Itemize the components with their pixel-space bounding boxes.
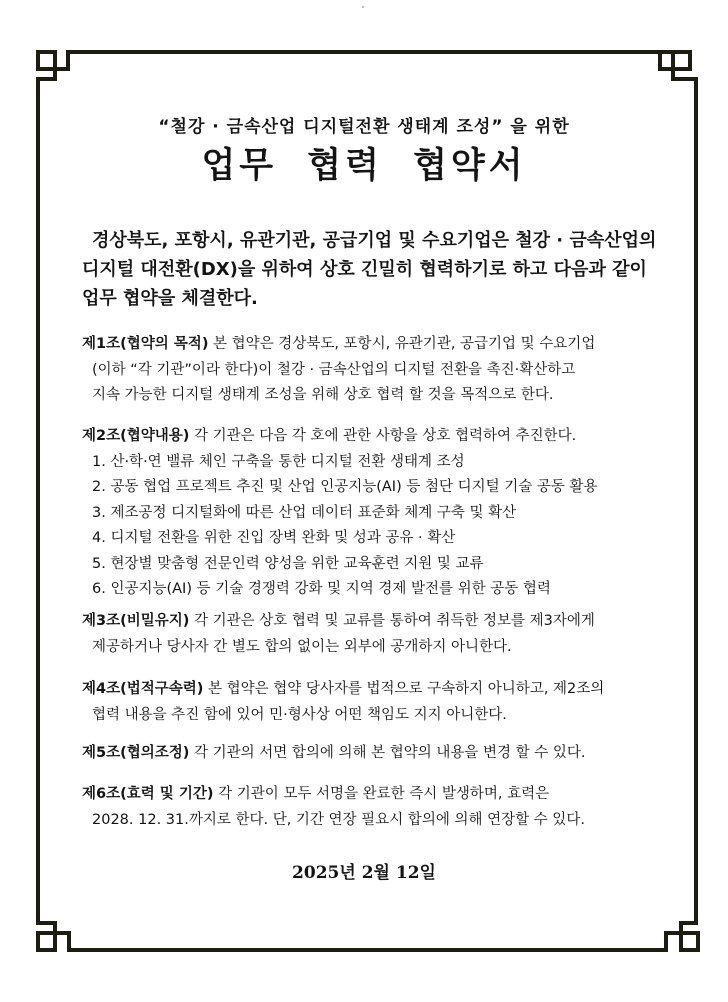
article-2 bbox=[82, 424, 652, 603]
list-item: 4. 디지털 전환을 위한 진입 장벽 완화 및 성과 공유 · 확산 bbox=[92, 530, 456, 546]
intro-line: 디지털 대전환(DX)을 위하여 상호 긴밀히 협력하기로 하고 다음과 같이 bbox=[82, 259, 647, 280]
intro-line: 경상북도, 포항시, 유관기관, 공급기업 및 수요기업은 철강 · 금속산업의 bbox=[92, 230, 657, 251]
article-5 bbox=[82, 741, 652, 767]
article-heading: 제4조(법적구속력) bbox=[82, 681, 204, 697]
list-item: 3. 제조공정 디지털화에 따른 산업 데이터 표준화 체계 구축 및 확산 bbox=[92, 504, 517, 521]
article-text: 본 협약은 경상북도, 포항시, 유관기관, 공급기업 및 수요기업 bbox=[208, 336, 596, 352]
intro-paragraph bbox=[82, 226, 657, 313]
article-heading: 제2조(협약내용) bbox=[82, 428, 190, 444]
list-item: 6. 인공지능(AI) 등 기술 경쟁력 강화 및 지역 경제 발전를 위한 공동 협력 bbox=[92, 581, 551, 597]
corner-ornament-bottom-left bbox=[38, 933, 55, 950]
agreement-date: 2025년 2월 12일 bbox=[292, 863, 436, 883]
corner-ornament-top-left bbox=[38, 52, 55, 69]
article-text: (이하 “각 기관”이라 한다)이 철강 · 금속산업의 디지털 전환을 촉진·확산하고 bbox=[92, 361, 576, 378]
article-text: 지속 가능한 디지털 생태계 조성을 위해 상호 협력 할 것을 목적으로 한다. bbox=[92, 387, 554, 403]
article-text: 각 기관이 모두 서명을 완료한 즉시 발생하며, 효력은 bbox=[213, 786, 550, 802]
document-subtitle: “철강 · 금속산업 디지털전환 생태계 조성” 을 위한 bbox=[158, 117, 570, 137]
intro-line: 업무 협약을 체결한다. bbox=[82, 288, 258, 309]
article-text: 각 기관은 상호 협력 및 교류를 통하여 취득한 정보를 제3자에게 bbox=[189, 613, 595, 629]
article-1 bbox=[82, 332, 652, 409]
article-text: 본 협약은 협약 당사자를 법적으로 구속하지 아니하고, 제2조의 bbox=[203, 681, 605, 697]
article-text: 2028. 12. 31.까지로 한다. 단, 기간 연장 필요시 합의에 의해 연장할 수 있다. bbox=[92, 811, 585, 828]
article-text: 각 기관의 서면 합의에 의해 본 협약의 내용을 변경 할 수 있다. bbox=[189, 745, 586, 761]
article-text: 각 기관은 다음 각 호에 관한 사항을 상호 협력하여 추진한다. bbox=[189, 428, 577, 444]
list-item: 5. 현장별 맞춤형 전문인력 양성을 위한 교육훈련 지원 및 교류 bbox=[92, 555, 484, 572]
list-item: 2. 공동 협업 프로젝트 추진 및 산업 인공지능(AI) 등 첨단 디지털 기술 공동 활용 bbox=[92, 479, 598, 495]
document-title: 업무 협력 협약서 bbox=[201, 146, 527, 186]
article-6 bbox=[82, 782, 652, 833]
article-text: 제공하거나 당사자 간 별도 합의 없이는 외부에 공개하지 아니한다. bbox=[92, 638, 512, 655]
corner-ornament-top-right bbox=[673, 52, 690, 69]
list-item: 1. 산·학·연 밸류 체인 구축을 통한 디지털 전환 생태계 조성 bbox=[92, 453, 465, 470]
article-heading: 제6조(효력 및 기간) bbox=[82, 786, 214, 802]
corner-ornament-bottom-right bbox=[681, 933, 698, 950]
article-heading: 제5조(협의조정) bbox=[82, 745, 190, 761]
article-heading: 제3조(비밀유지) bbox=[82, 613, 190, 629]
article-text: 협력 내용을 추진 함에 있어 민·형사상 어떤 책임도 지지 아니한다. bbox=[92, 706, 507, 723]
article-4 bbox=[82, 677, 652, 728]
article-3 bbox=[82, 609, 652, 660]
article-heading: 제1조(협약의 목적) bbox=[82, 336, 209, 352]
scan-speck bbox=[362, 6, 364, 8]
